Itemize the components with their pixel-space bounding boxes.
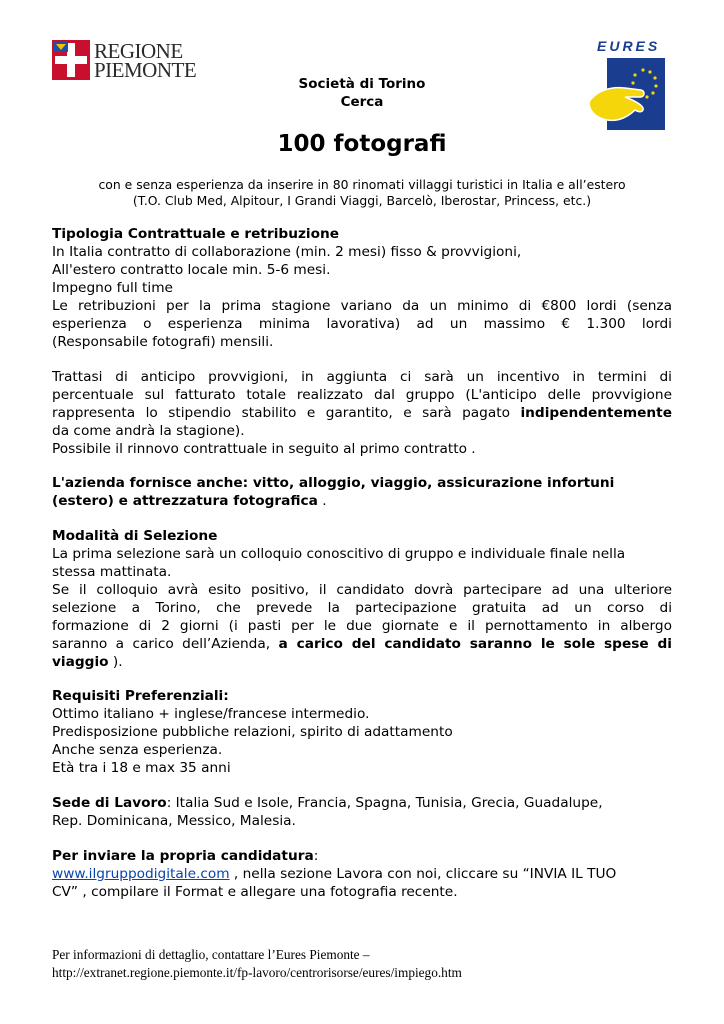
advance-line: percentuale sul fatturato totale realizzato dal gruppo (L'anticipo delle provvigione	[52, 387, 672, 403]
contract-line: In Italia contratto di collaborazione (min. 2 mesi) fisso & provvigioni,	[52, 244, 522, 260]
provides-tail: .	[317, 493, 327, 509]
provides-emphasis: (estero) e attrezzatura fotografica	[52, 493, 318, 509]
eures-logo-text: EURES	[597, 38, 661, 54]
company-line: Società di Torino	[298, 76, 426, 92]
footer-url: http://extranet.regione.piemonte.it/fp-lavoro/centrorisorse/eures/impiego.htm	[52, 965, 462, 980]
location-line	[52, 794, 672, 812]
location-line: Rep. Dominicana, Messico, Malesia.	[52, 813, 296, 829]
footer-line: Per informazioni di dettaglio, contattare l’Eures Piemonte –	[52, 947, 370, 962]
requirement-item: Età tra i 18 e max 35 anni	[52, 760, 231, 776]
selection-tail: ).	[108, 654, 123, 670]
section-heading: Requisiti Preferenziali:	[52, 688, 229, 704]
selection-line: formazione di 2 giorni (i pasti per le due giornate e il pernottamento in albergo	[52, 618, 672, 634]
advance-line: Trattasi di anticipo provvigioni, in aggiunta ci sarà un incentivo in termini di	[52, 369, 672, 385]
intro-line: (T.O. Club Med, Alpitour, I Grandi Viaggi, Barcelò, Iberostar, Princess, etc.)	[132, 193, 592, 208]
selection-text: saranno a carico dell’Azienda,	[52, 636, 279, 652]
advance-line: da come andrà la stagione).	[52, 423, 245, 439]
apply-section	[52, 847, 672, 901]
section-heading: Per inviare la propria candidatura	[52, 848, 314, 864]
page-title: 100 fotografi	[277, 131, 447, 157]
location-section	[52, 794, 672, 830]
contract-line: All'estero contratto locale min. 5-6 mesi.	[52, 262, 331, 278]
advance-section	[52, 368, 672, 458]
advance-text: rappresenta lo stipendio stabilito e garantito, e sarà pagato	[52, 405, 521, 421]
apply-heading-line	[52, 847, 672, 865]
regione-logo-line2: PIEMONTE	[94, 58, 197, 82]
apply-line	[52, 865, 672, 883]
requirements-section	[52, 687, 672, 777]
seeks-line: Cerca	[340, 94, 384, 110]
section-heading: Modalità di Selezione	[52, 528, 218, 544]
selection-emphasis: viaggio	[52, 654, 109, 670]
contract-line: Impegno full time	[52, 280, 173, 296]
selection-line	[52, 653, 672, 671]
apply-heading-tail: :	[313, 848, 319, 864]
section-heading: Tipologia Contrattuale e retribuzione	[52, 226, 340, 242]
contract-line: esperienza o esperienza minima lavorativa) ad un massimo € 1.300 lordi	[52, 316, 672, 332]
contract-line: (Responsabile fotografi) mensili.	[52, 334, 274, 350]
section-heading: Sede di Lavoro	[52, 795, 167, 811]
requirement-item: Predisposizione pubbliche relazioni, spirito di adattamento	[52, 724, 453, 740]
regione-piemonte-logo	[52, 39, 197, 82]
contract-line: Le retribuzioni per la prima stagione variano da un minimo di €800 lordi (senza	[52, 298, 672, 314]
selection-line: La prima selezione sarà un colloquio conoscitivo di gruppo e individuale finale nella	[52, 546, 626, 562]
selection-line: selezione a Torino, che prevede la partecipazione gratuita ad un corso di	[52, 600, 672, 616]
requirement-item: Ottimo italiano + inglese/francese intermedio.	[52, 706, 370, 722]
selection-emphasis: a carico del candidato saranno le sole spese di	[278, 636, 672, 652]
selection-line	[52, 635, 672, 653]
provides-section	[52, 474, 672, 510]
apply-text: , nella sezione Lavora con noi, cliccare su “INVIA IL TUO	[229, 866, 617, 882]
selection-line: Se il colloquio avrà esito positivo, il candidato dovrà partecipare ad una ulteriore	[52, 582, 672, 598]
regione-piemonte-emblem-icon	[52, 40, 90, 80]
provides-line	[52, 492, 672, 510]
location-text: : Italia Sud e Isole, Francia, Spagna, Tunisia, Grecia, Guadalupe,	[166, 795, 603, 811]
regione-logo-line1: REGIONE	[94, 39, 183, 63]
apply-line: CV” , compilare il Format e allegare una fotografia recente.	[52, 884, 458, 900]
company-website-link[interactable]: www.ilgruppodigitale.com	[52, 866, 230, 882]
contract-section	[52, 225, 672, 351]
advance-line	[52, 404, 672, 422]
advance-emphasis: indipendentemente	[520, 405, 672, 421]
requirement-item: Anche senza esperienza.	[52, 742, 223, 758]
intro-line: con e senza esperienza da inserire in 80 rinomati villaggi turistici in Italia e all’estero	[98, 177, 626, 192]
intro-text	[52, 177, 672, 209]
footer	[52, 946, 672, 982]
selection-line: stessa mattinata.	[52, 564, 172, 580]
provides-line: L'azienda fornisce anche: vitto, alloggio, viaggio, assicurazione infortuni	[52, 475, 615, 491]
selection-section	[52, 527, 672, 671]
advance-line: Possibile il rinnovo contrattuale in seguito al primo contratto .	[52, 441, 476, 457]
